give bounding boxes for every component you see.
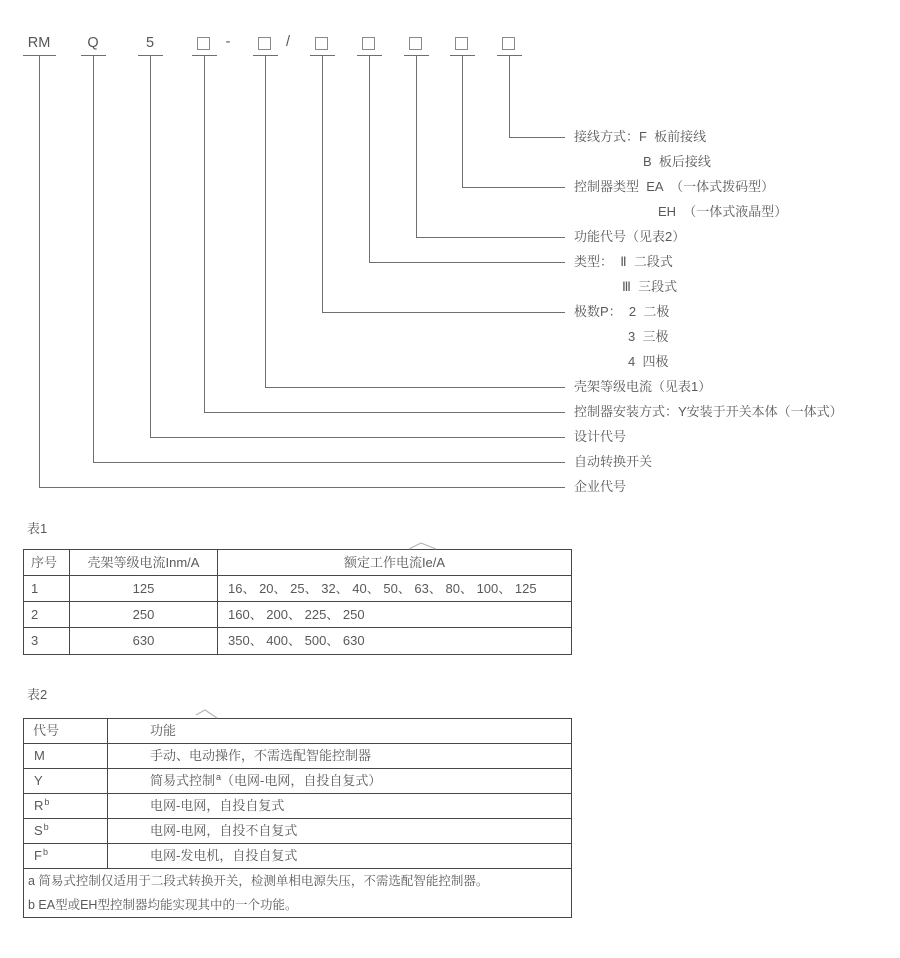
table1-header-col2: 壳架等级电流Inm/A <box>70 550 218 576</box>
switch-code-symbol: Q <box>87 35 99 51</box>
frame-current-symbol-connector-hline <box>265 387 565 388</box>
table1-caption: 表1 <box>27 521 48 536</box>
table2-header-function: 功能 <box>108 719 571 744</box>
wiring-method-symbol-connector-hline <box>509 137 565 138</box>
table1-row2-col1: 2 <box>24 602 70 628</box>
enterprise-code-symbol-connector-vline <box>39 56 40 487</box>
wiring-method-f-label: 接线方式：F 板前接线 <box>574 129 707 144</box>
table1-row1-col3: 16、 20、 25、 32、 40、 50、 63、 80、 100、 125 <box>218 576 571 602</box>
switch-code-symbol-connector-hline <box>93 462 565 463</box>
table2-row5-function: 电网-发电机，自投自复式 <box>108 844 571 869</box>
table1-row1-col2: 125 <box>70 576 218 602</box>
design-code-symbol-connector-vline <box>150 56 151 437</box>
code-superscript: b <box>43 821 49 832</box>
wiring-method-symbol <box>502 37 515 50</box>
scan-artifact-mark <box>196 710 217 718</box>
table2-row4-code: $S^b$ <box>24 819 108 844</box>
controller-type-symbol-connector-hline <box>462 187 565 188</box>
function-code-symbol-connector-hline <box>416 237 565 238</box>
controller-type-ea-label: 控制器类型 EA （一体式拨码型） <box>574 179 775 194</box>
controller-mounting-label: 控制器安装方式：Y安装于开关本体（一体式） <box>574 404 843 419</box>
code-superscript: b <box>42 846 48 857</box>
table2-footnote-b: b EA型或EH型控制器均能实现其中的一个功能。 <box>28 898 298 912</box>
table2-row2-function: 简易式控制$^a$（电网-电网，自投自复式） <box>108 769 571 794</box>
table2-row4-function: 电网-电网，自投不自复式 <box>108 819 571 844</box>
table2-footnotes <box>24 869 571 917</box>
table1-row2-col2: 250 <box>70 602 218 628</box>
table1-row3-col2: 630 <box>70 628 218 654</box>
poles-symbol-connector-vline <box>322 56 323 312</box>
table2-caption: 表2 <box>27 687 48 702</box>
controller-mount-symbol-connector-vline <box>204 56 205 412</box>
enterprise-code-symbol: RM <box>27 35 51 51</box>
slash-separator: / <box>285 34 291 50</box>
code-superscript: b <box>44 796 50 807</box>
controller-type-eh-label: EH （一体式液晶型） <box>658 204 788 219</box>
table2-row3-code: $R^b$ <box>24 794 108 819</box>
poles-3-label: 3 三极 <box>628 329 669 344</box>
frame-current-symbol <box>258 37 271 50</box>
dash-separator: - <box>225 34 231 50</box>
table1-frame-current-table <box>23 549 572 655</box>
controller-type-symbol-connector-vline <box>462 56 463 187</box>
controller-type-symbol <box>455 37 468 50</box>
table1-row1-col1: 1 <box>24 576 70 602</box>
frame-current-label: 壳架等级电流（见表1） <box>574 379 712 394</box>
function-code-symbol-connector-vline <box>416 56 417 237</box>
enterprise-code-symbol-connector-hline <box>39 487 565 488</box>
table2-row1-function: 手动、电动操作，不需选配智能控制器 <box>108 744 571 769</box>
table2-footnote-a: a 简易式控制仅适用于二段式转换开关，检测单相电源失压，不需选配智能控制器。 <box>28 874 489 888</box>
design-code-label: 设计代号 <box>574 429 627 444</box>
controller-mount-symbol-connector-hline <box>204 412 565 413</box>
poles-4-label: 4 四极 <box>628 354 669 369</box>
table1-header-col1: 序号 <box>24 550 70 576</box>
switch-name-label: 自动转换开关 <box>574 454 653 469</box>
function-code-label: 功能代号（见表2） <box>574 229 686 244</box>
type-iii-label: Ⅲ 三段式 <box>622 279 678 294</box>
function-superscript: a <box>216 771 222 782</box>
type-symbol <box>362 37 375 50</box>
type-symbol-connector-vline <box>369 56 370 262</box>
poles-symbol <box>315 37 328 50</box>
table2-header-code: 代号 <box>24 719 108 744</box>
table2-row5-code: $F^b$ <box>24 844 108 869</box>
frame-current-symbol-connector-vline <box>265 56 266 387</box>
poles-2-label: 极数P： 2 二极 <box>574 304 670 319</box>
table2-row3-function: 电网-电网，自投自复式 <box>108 794 571 819</box>
wiring-method-symbol-connector-vline <box>509 56 510 137</box>
wiring-method-b-label: B 板后接线 <box>643 154 711 169</box>
poles-symbol-connector-hline <box>322 312 565 313</box>
type-symbol-connector-hline <box>369 262 565 263</box>
table1-row3-col1: 3 <box>24 628 70 654</box>
controller-mount-symbol <box>197 37 210 50</box>
design-code-symbol: 5 <box>145 35 155 51</box>
enterprise-code-label: 企业代号 <box>574 479 627 494</box>
table1-header-col3: 额定工作电流Ie/A <box>218 550 571 576</box>
switch-code-symbol-connector-vline <box>93 56 94 462</box>
table2-row1-code: M <box>24 744 108 769</box>
function-code-symbol <box>409 37 422 50</box>
design-code-symbol-connector-hline <box>150 437 565 438</box>
table1-row3-col3: 350、 400、 500、 630 <box>228 633 365 648</box>
table1-row2-col3: 160、 200、 225、 250 <box>218 602 571 628</box>
table2-row2-code: Y <box>24 769 108 794</box>
type-ii-label: 类型： Ⅱ 二段式 <box>574 254 673 269</box>
table2-function-code-table <box>23 718 572 918</box>
